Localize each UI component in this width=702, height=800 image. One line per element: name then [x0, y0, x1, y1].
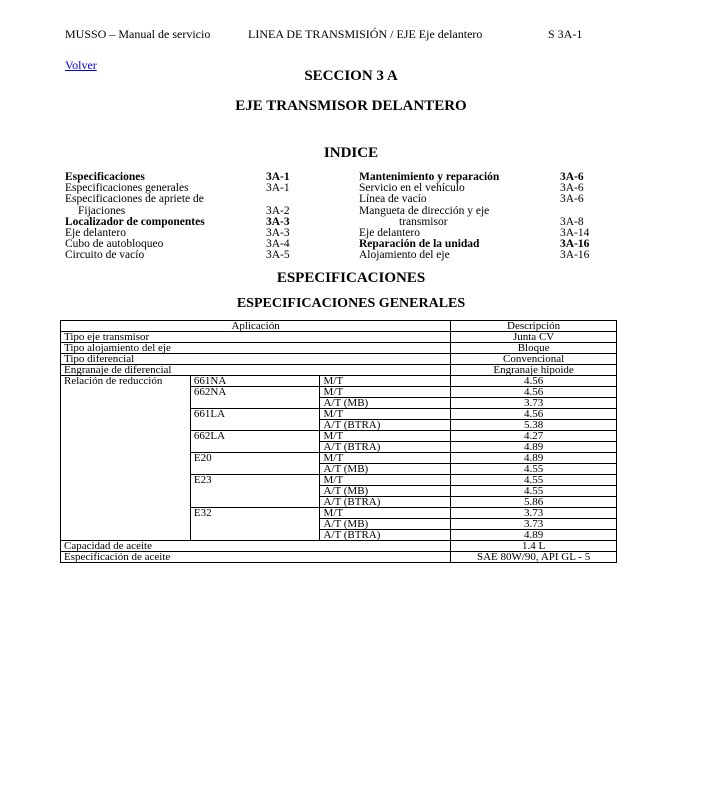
model-cell: E23	[190, 475, 320, 508]
transmission-cell: M/T	[320, 387, 451, 398]
index-item-page: 3A-2	[266, 204, 290, 217]
index-item-page: 3A-1	[266, 171, 290, 183]
specs-title: ESPECIFICACIONES	[276, 270, 426, 286]
table-row	[61, 343, 617, 354]
table-row	[61, 541, 617, 552]
transmission-cell: M/T	[320, 453, 451, 464]
row-value: Engranaje hipoide	[451, 365, 617, 376]
ratio-value: 4.89	[451, 530, 617, 541]
col-header-description: Descripción	[451, 321, 617, 332]
index-item-page: 3A-16	[560, 249, 590, 262]
model-cell: E20	[190, 453, 320, 475]
ratio-value: 5.86	[451, 497, 617, 508]
index-item-page: 3A-8	[560, 215, 584, 228]
index-item-page: 3A-14	[560, 227, 590, 239]
model-cell: E32	[190, 508, 320, 541]
transmission-cell: M/T	[320, 409, 451, 420]
index-item-label: Especificaciones de apriete de	[65, 193, 204, 206]
transmission-cell: A/T (BTRA)	[320, 442, 451, 453]
row-value: Convencional	[451, 354, 617, 365]
row-label: Engranaje de diferencial	[61, 365, 451, 376]
ratio-label: Relación de reducción	[61, 376, 191, 541]
header-section: LINEA DE TRANSMISIÓN / EJE Eje delantero	[248, 27, 483, 41]
row-label: Capacidad de aceite	[61, 541, 451, 552]
ratio-value: 3.73	[451, 519, 617, 530]
row-label: Tipo diferencial	[61, 354, 451, 365]
index-item-label: Reparación de la unidad	[359, 238, 480, 251]
index-item-label: Servicio en el vehículo	[359, 182, 465, 195]
index-item-label: Especificaciones	[65, 171, 145, 183]
index-item-label: Mangueta de dirección y eje	[359, 204, 490, 217]
transmission-cell: A/T (MB)	[320, 464, 451, 475]
table-row	[61, 354, 617, 365]
back-link[interactable]: Volver	[65, 58, 97, 72]
ratio-value: 5.38	[451, 420, 617, 431]
section-title: SECCION 3 A	[304, 68, 398, 84]
ratio-value: 3.73	[451, 508, 617, 519]
model-cell: 661NA	[190, 376, 320, 387]
table-row	[61, 376, 617, 387]
index-item-label: Localizador de componentes	[65, 215, 205, 228]
row-value: 1.4 L	[451, 541, 617, 552]
row-value: Bloque	[451, 343, 617, 354]
specs-table	[60, 320, 617, 563]
ratio-value: 4.55	[451, 464, 617, 475]
model-cell: 662LA	[190, 431, 320, 453]
ratio-value: 3.73	[451, 398, 617, 409]
index-item-label: Línea de vacío	[359, 193, 427, 206]
row-label: Especificación de aceite	[61, 552, 451, 563]
index-item-page: 3A-3	[266, 227, 290, 239]
main-title: EJE TRANSMISOR DELANTERO	[235, 98, 467, 114]
row-value: Junta CV	[451, 332, 617, 343]
ratio-value: 4.89	[451, 442, 617, 453]
model-cell: 662NA	[190, 387, 320, 409]
table-row	[61, 332, 617, 343]
table-row	[61, 321, 617, 332]
ratio-value: 4.56	[451, 376, 617, 387]
transmission-cell: A/T (BTRA)	[320, 530, 451, 541]
index-item-page: 3A-16	[560, 238, 590, 251]
index-item-page: 3A-5	[266, 249, 290, 262]
index-item-page: 3A-3	[266, 215, 290, 228]
index-item-page: 3A-6	[560, 182, 584, 195]
ratio-value: 4.56	[451, 387, 617, 398]
transmission-cell: A/T (MB)	[320, 398, 451, 409]
index-item-page: 3A-6	[560, 171, 584, 183]
index-item-label: Alojamiento del eje	[359, 249, 450, 262]
ratio-value: 4.55	[451, 486, 617, 497]
model-cell: 661LA	[190, 409, 320, 431]
header-manual: MUSSO – Manual de servicio	[65, 27, 211, 41]
index-item-label: Especificaciones generales	[65, 182, 189, 195]
transmission-cell: A/T (MB)	[320, 519, 451, 530]
ratio-value: 4.89	[451, 453, 617, 464]
ratio-value: 4.55	[451, 475, 617, 486]
index-item-page: 3A-4	[266, 238, 290, 251]
index-item-label: Eje delantero	[65, 227, 126, 239]
index-item-label: Mantenimiento y reparación	[359, 171, 500, 183]
general-specs-title: ESPECIFICACIONES GENERALES	[236, 296, 466, 311]
transmission-cell: M/T	[320, 475, 451, 486]
transmission-cell: A/T (MB)	[320, 486, 451, 497]
index-item-page: 3A-1	[266, 182, 290, 195]
index-item-label: Cubo de autobloqueo	[65, 238, 164, 251]
index-item-label: Fijaciones	[78, 204, 126, 217]
transmission-cell: A/T (BTRA)	[320, 497, 451, 508]
ratio-value: 4.27	[451, 431, 617, 442]
index-title: INDICE	[323, 145, 379, 161]
row-label: Tipo eje transmisor	[61, 332, 451, 343]
transmission-cell: M/T	[320, 508, 451, 519]
index-item-label: transmisor	[399, 215, 448, 228]
header-page: S 3A-1	[548, 27, 583, 41]
index-item-label: Eje delantero	[359, 227, 420, 239]
transmission-cell: M/T	[320, 431, 451, 442]
index-item-label: Circuito de vacío	[65, 249, 145, 262]
table-row	[61, 552, 617, 563]
index-item-page: 3A-6	[560, 193, 584, 206]
row-value: SAE 80W/90, API GL - 5	[451, 552, 617, 563]
transmission-cell: M/T	[320, 376, 451, 387]
ratio-value: 4.56	[451, 409, 617, 420]
transmission-cell: A/T (BTRA)	[320, 420, 451, 431]
col-header-application: Aplicación	[61, 321, 451, 332]
table-row	[61, 365, 617, 376]
row-label: Tipo alojamiento del eje	[61, 343, 451, 354]
